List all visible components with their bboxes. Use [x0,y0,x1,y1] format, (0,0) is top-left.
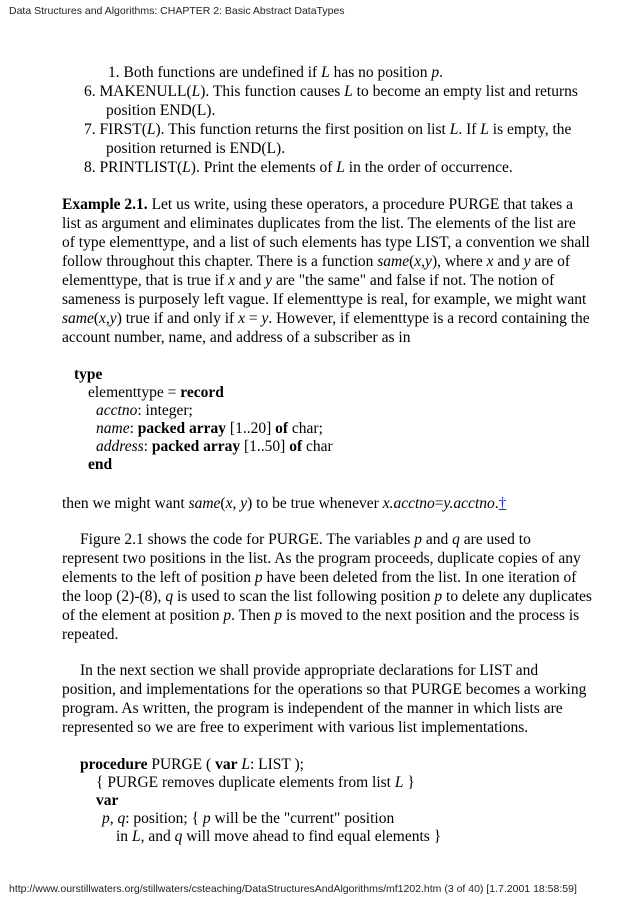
text: elementtype = [88,384,181,401]
text: p [223,607,232,624]
text: char; [288,420,323,437]
text: are used to [459,531,531,548]
list-item-8 [84,158,513,177]
text: : [129,420,138,437]
then-line [62,494,506,513]
example-line-6: sameness is purposely left vague. If elementtype is real, for example, we might want [62,291,587,308]
text: ). This function causes [200,83,345,100]
text: will be the "current" position [210,810,395,827]
text: L [394,774,404,791]
code-address-line [96,437,333,456]
para1-line-5 [62,606,579,625]
text: x [228,272,236,289]
text: , [109,810,118,827]
para2-line-4: represented so we are free to experiment with various list implementations. [62,719,529,736]
text: to delete any duplicates [442,588,592,605]
text: char [302,438,333,455]
text: Figure 2.1 shows the code for PURGE. The variables [80,531,415,548]
text: and [421,531,453,548]
text: ), where [431,253,487,270]
para1-line-2: represent two positions in the list. As the program proceeds, duplicate copies of any [62,550,581,567]
text: , [105,310,110,327]
text: ) true if and only if [116,310,239,327]
text: . [494,495,499,512]
text: : integer; [137,402,193,419]
text: p [414,531,422,548]
text: . [439,64,443,81]
text: in [116,828,132,845]
example-line-3: of type elementtype, and a list of such elements has type LIST, a convention we shall [62,234,590,251]
page-footer-url: http://www.ourstillwaters.org/stillwaters/csteaching/DataStructuresAndAlgorithms/mf1202.htm (3 of 40) [1.7.2001 18:58:59] [9,883,577,895]
text: same [188,495,221,512]
text: address [96,438,144,455]
keyword: of [289,438,303,455]
text: the loop (2)-(8), [62,588,166,605]
text: L [480,121,489,138]
text: p [102,810,110,827]
text: L [321,64,330,81]
text: has no position [329,64,432,81]
text: x [486,253,494,270]
para1-line-1 [80,530,531,549]
text: : position; { [125,810,203,827]
text: [1..20] [226,420,276,437]
text: same [377,253,410,270]
text: y [265,272,273,289]
text: . If [458,121,481,138]
keyword: of [275,420,289,437]
code-var-keyword: var [96,792,119,809]
para1-line-6: repeated. [62,626,119,643]
text: name [96,420,130,437]
keyword: procedure [80,756,148,773]
text: Let us write, using these operators, a procedure PURGE that takes a [147,196,573,213]
text: and [235,272,266,289]
text: q [452,531,460,548]
text: = [244,310,262,327]
text: is used to scan the list following position [173,588,435,605]
text: then we might want [62,495,189,512]
text: ). This function returns the first position on list [155,121,450,138]
text: y [425,253,432,270]
text: L [131,828,141,845]
code-type-keyword: type [74,366,103,383]
code-decl-line-2 [116,827,441,846]
code-procedure-line [80,755,304,774]
keyword: record [180,384,224,401]
example-line-5 [62,271,554,290]
keyword: packed array [151,438,241,455]
text: x [238,310,245,327]
list-item-continuation [108,63,443,82]
text: p [434,588,443,605]
text: elementtype, that is true if [62,272,229,289]
text: [1..50] [240,438,290,455]
text: have been deleted from the list. In one iteration of [262,569,577,586]
text: . Then [231,607,275,624]
list-item-6 [84,82,578,101]
text: L [344,83,353,100]
text: L [182,159,191,176]
text: PURGE ( [147,756,216,773]
text: p [274,607,283,624]
text: { PURGE removes duplicate elements from list [96,774,395,791]
text: L [449,121,459,138]
text: : [143,438,152,455]
text: , [421,253,426,270]
text: L [336,159,345,176]
text: are "the same" and false if not. The notion of [272,272,555,289]
example-line-4 [62,252,570,271]
para1-line-4 [62,587,592,606]
text: will move ahead to find equal elements } [182,828,442,845]
example-line-1 [62,195,573,214]
example-line-8: account number, name, and address of a subscriber as in [62,329,411,346]
text: q [174,828,183,845]
para1-line-3 [62,568,576,587]
text: . However, if elementtype is a record containing the [268,310,590,327]
text: ( [409,253,415,270]
code-decl-line [102,809,394,828]
text: : LIST ); [249,756,304,773]
keyword: var [215,756,238,773]
code-acctno-line [96,401,193,420]
text: x [414,253,422,270]
text: 7. FIRST( [84,121,147,138]
list-item-7-cont: position returned is END(L). [106,140,286,157]
text: of the element at position [62,607,224,624]
page-header: Data Structures and Algorithms: CHAPTER 2: Basic Abstract DataTypes [9,5,345,17]
text: q [117,810,126,827]
text: ) to be true whenever [247,495,383,512]
text: L [241,756,250,773]
text: p [202,810,211,827]
text: 8. PRINTLIST( [84,159,183,176]
text: , [232,495,241,512]
code-name-line [96,419,323,438]
example-label: Example 2.1. [62,196,148,213]
text: ( [220,495,226,512]
text: y [240,495,248,512]
text: and [493,253,524,270]
text: } [403,774,415,791]
code-elementtype-line [88,383,224,402]
text: L [191,83,201,100]
list-item-6-cont: position END(L). [106,102,216,119]
text: is moved to the next position and the process is [282,607,580,624]
text: 1. Both functions are undefined if [108,64,322,81]
text: to become an empty list and returns [352,83,578,100]
text: y [109,310,117,327]
para2-line-1: In the next section we shall provide appropriate declarations for LIST and [80,662,539,679]
text: x.acctno [382,495,435,512]
text: are of [530,253,571,270]
text: y [261,310,269,327]
para2-line-3: program. As written, the program is independent of the manner in which lists are [62,700,563,717]
text: p [254,569,263,586]
text: in the order of occurrence. [344,159,513,176]
text: acctno [96,402,138,419]
text: L [146,121,156,138]
text: p [431,64,440,81]
code-comment-line [96,773,415,792]
text: same [62,310,94,327]
para2-line-2: position, and implementations for the operations so that PURGE becomes a working [62,681,587,698]
list-item-7 [84,120,571,139]
example-line-2: list as argument and eliminates duplicates from the list. The elements of the list are [62,215,576,232]
text: is empty, the [488,121,572,138]
text: q [165,588,174,605]
text: x [225,495,233,512]
text: = [434,495,444,512]
example-line-7 [62,309,590,328]
text: , and [140,828,175,845]
text: y [523,253,531,270]
text: ). Print the elements of [190,159,337,176]
text: x [99,310,106,327]
text: 6. MAKENULL( [84,83,192,100]
text: elements to the left of position [62,569,255,586]
keyword: packed array [137,420,227,437]
footnote-link[interactable]: † [498,495,507,512]
text: y.acctno [443,495,495,512]
code-end-keyword: end [88,456,113,473]
text: follow throughout this chapter. There is a function [62,253,378,270]
text: ( [93,310,100,327]
